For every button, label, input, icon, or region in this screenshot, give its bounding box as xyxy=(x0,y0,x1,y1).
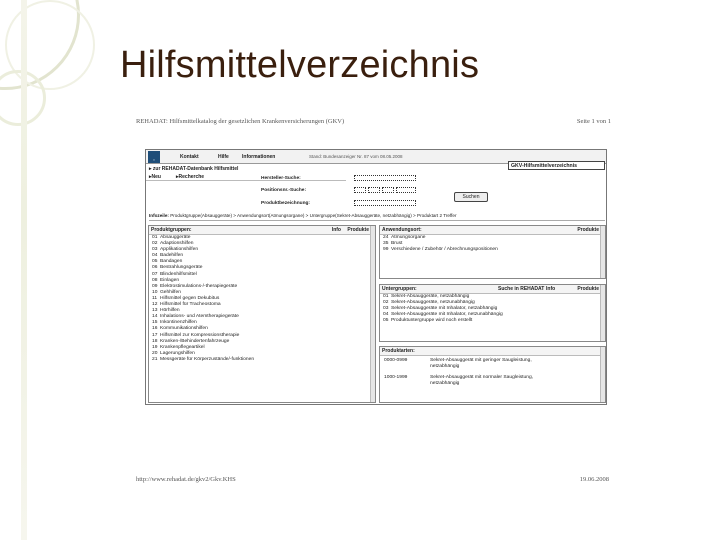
produktart-description: Sekret-Absauggerät mit normaler Saugleistung, xyxy=(430,375,534,380)
produktgruppen-panel xyxy=(148,225,376,403)
anwendungsort-header xyxy=(380,226,605,235)
anwendungsort-list xyxy=(380,235,605,253)
tab-row xyxy=(146,173,346,181)
suche-in-rehadat-link[interactable]: Suche in REHADAT xyxy=(498,286,545,292)
produktgruppe-item-label: Hilfsmittel zur Kompressionstherapie xyxy=(160,332,240,338)
scrollbar[interactable] xyxy=(600,226,605,278)
produktgruppen-title: Produktgruppen: xyxy=(151,227,192,233)
scrollbar[interactable] xyxy=(370,226,375,402)
produktgruppe-item-label: Adaptionshilfen xyxy=(160,241,194,247)
produktart-description-cont: netzabhängig xyxy=(430,364,460,369)
produktgruppe-item-label: Inkontinenzhilfen xyxy=(160,320,197,326)
produktgruppe-item-label: Bestrahlungsgeräte xyxy=(160,265,203,271)
produktgruppe-item-label: Elektrostimulations-/-therapiegeräte xyxy=(160,283,238,289)
produktgruppe-item-number: 17 xyxy=(152,332,158,338)
produktgruppen-header xyxy=(149,226,375,235)
info-row xyxy=(149,213,605,221)
produkt-label: Produktbezeichnung: xyxy=(261,201,311,206)
produktgruppe-item-label: Bandagen xyxy=(160,259,183,265)
anwendungsort-panel xyxy=(379,225,606,279)
produktgruppe-item-number: 06 xyxy=(152,265,158,271)
produktgruppe-item-number: 10 xyxy=(152,289,158,295)
produktarten-list xyxy=(380,358,605,390)
produktgruppe-item-label: Blindenhilfsmittel xyxy=(160,271,197,277)
produktgruppe-item-number: 11 xyxy=(152,295,158,301)
untergruppe-item-number: 03 xyxy=(383,306,389,312)
arrow-icon: ▸ xyxy=(149,166,153,172)
untergruppe-item-label: Produktuntergruppe wird noch erstellt xyxy=(391,318,473,324)
anwendungsort-item-label: Brust xyxy=(391,241,403,247)
produkt-search-input[interactable] xyxy=(354,200,416,206)
produktgruppe-item-label: Absauggeräte xyxy=(160,235,191,240)
search-button[interactable]: Suchen xyxy=(454,192,488,202)
produktarten-header xyxy=(380,347,605,356)
produktgruppe-item-label: Lagerungshilfen xyxy=(160,350,195,356)
produktart-description-cont: netzabhängig xyxy=(430,381,460,386)
scrollbar[interactable] xyxy=(600,347,605,402)
produktgruppe-item-label: Krankenpflegeartikel xyxy=(160,344,205,350)
produktgruppe-item-label: Kommunikationshilfen xyxy=(160,326,208,332)
untergruppe-item-number: 01 xyxy=(383,294,389,299)
produktgruppe-item-label: Messgeräte für Körperzustände/-funktionen xyxy=(160,356,255,362)
anwendungsort-item-label: Atmungsorgane xyxy=(391,235,426,240)
page-number: Seite 1 von 1 xyxy=(576,118,611,125)
app-screenshot xyxy=(145,149,607,405)
produktgruppe-item-number: 15 xyxy=(152,320,158,326)
untergruppe-item-label: Sekret-Absauggeräte mit Inhalator, netzabhängig xyxy=(391,306,498,312)
hersteller-search-input[interactable] xyxy=(354,175,416,181)
hersteller-label: Hersteller-Suche: xyxy=(261,176,301,181)
positions-input-2[interactable] xyxy=(368,187,380,193)
produktgruppe-item-number: 19 xyxy=(152,344,158,350)
produktgruppe-item-number: 01 xyxy=(152,235,158,240)
produktgruppe-item-label: Hilfsmittel gegen Dekubitus xyxy=(160,295,220,301)
produktgruppe-item-number: 05 xyxy=(152,259,158,265)
untergruppe-item-label: Sekret-Absauggeräte mit Inhalator, netzunabhängig xyxy=(391,312,503,318)
positions-input-1[interactable] xyxy=(354,187,366,193)
gkv-title-box: GKV-Hilfsmittelverzeichnis xyxy=(508,161,605,170)
produktart-item[interactable] xyxy=(380,358,605,373)
untergruppe-item[interactable] xyxy=(380,318,605,324)
produktgruppe-item-number: 09 xyxy=(152,283,158,289)
anwendungsort-item-label: Verschiedene / Zubehör / Abrechnungspositionen xyxy=(391,247,498,253)
status-text: Stand: Bundesanzeiger Nr. 87 vom 08.05.2008 xyxy=(309,154,403,159)
produktgruppe-item-number: 02 xyxy=(152,241,158,247)
untergruppe-item-label: Sekret-Absauggeräte, netzabhängig xyxy=(391,294,470,299)
decorative-line xyxy=(21,0,27,540)
produktgruppe-item-label: Inhalations- und Atemtherapiegeräte xyxy=(160,314,239,320)
produktgruppen-produkte-link[interactable]: Produkte xyxy=(347,227,369,233)
anwendungsort-item-number: 35 xyxy=(383,241,389,247)
page-header: REHADAT: Hilfsmittelkatalog der gesetzlichen Krankenversicherungen (GKV) xyxy=(136,118,345,125)
produktgruppe-item-number: 14 xyxy=(152,314,158,320)
produktgruppe-item-number: 13 xyxy=(152,308,158,314)
untergruppen-header xyxy=(380,285,605,294)
slide-title: Hilfsmittelverzeichnis xyxy=(120,44,480,86)
tab-recherche[interactable] xyxy=(176,174,204,180)
produktgruppe-item-label: Applikationshilfen xyxy=(160,247,199,253)
positions-label: Positionsnr.-Suche: xyxy=(261,188,307,193)
produktgruppe-item-label: Einlagen xyxy=(160,277,180,283)
produktgruppe-item-number: 16 xyxy=(152,326,158,332)
produktgruppe-item-number: 03 xyxy=(152,247,158,253)
page-date: 19.06.2008 xyxy=(579,476,609,483)
produktart-description: Sekret-Absauggerät mit geringer Saugleistung, xyxy=(430,358,532,363)
page-footer-url: http://www.rehadat.de/gkv2/Gkv.KHS xyxy=(136,476,236,483)
tab-neu-label: Neu xyxy=(151,174,161,180)
produktgruppe-item-label: Badehilfen xyxy=(160,253,184,259)
produktgruppe-item[interactable] xyxy=(149,357,375,363)
produktarten-panel xyxy=(379,346,606,403)
produktgruppe-item-number: 21 xyxy=(152,356,158,362)
produktgruppe-item-number: 18 xyxy=(152,338,158,344)
produktgruppen-list xyxy=(149,235,375,363)
info-label: Infozeile: xyxy=(149,213,169,218)
produktgruppen-info-link[interactable]: Info xyxy=(331,227,341,233)
untergruppe-item-label: Sekret-Absauggeräte, netzunabhängig xyxy=(391,300,475,306)
rehadat-link-label: zur REHADAT-Datenbank Hilfsmittel xyxy=(152,166,239,172)
produktgruppe-item-label: Hörhilfen xyxy=(160,308,180,314)
anwendungsort-item-number: 24 xyxy=(383,235,389,240)
produktart-item[interactable] xyxy=(380,375,605,390)
untergruppe-item-number: 02 xyxy=(383,300,389,306)
produktart-code: 1000-1999 xyxy=(384,375,408,380)
produktgruppe-item-number: 12 xyxy=(152,302,158,308)
info-text: Produktgruppe(Absauggeräte) > Anwendungsort(Atmungsorgane) > Untergruppe(Sekret-Absauggeräte, netzabhängig) > Produktart 2 Treffer xyxy=(170,213,457,218)
produktgruppe-item-number: 08 xyxy=(152,277,158,283)
printed-page xyxy=(120,104,625,502)
produktgruppe-item-label: Hilfsmittel für Tracheostoma xyxy=(160,302,221,308)
tab-recherche-label: Recherche xyxy=(178,174,205,180)
tab-neu[interactable] xyxy=(149,174,161,180)
untergruppen-list xyxy=(380,294,605,324)
rehadat-database-link[interactable] xyxy=(149,166,238,172)
anwendungsort-item[interactable] xyxy=(380,247,605,253)
produktarten-title: Produktarten: xyxy=(382,348,415,354)
produktart-code: 0000-0999 xyxy=(384,358,408,363)
untergruppen-produkte-link[interactable]: Produkte xyxy=(577,286,599,292)
positions-input-3[interactable] xyxy=(382,187,394,193)
untergruppen-info-link[interactable]: Info xyxy=(546,286,556,292)
anwendungsort-title: Anwendungsort: xyxy=(382,227,422,233)
produktgruppe-item-number: 07 xyxy=(152,271,158,277)
anwendungsort-item-number: 99 xyxy=(383,247,389,253)
produktgruppe-item-label: Gehhilfen xyxy=(160,289,181,295)
produktgruppe-item-label: Kranken-/Behindertenfahrzeuge xyxy=(160,338,230,344)
menu-informationen[interactable]: Informationen xyxy=(242,154,276,160)
untergruppen-panel xyxy=(379,284,606,342)
arrow-icon: ▸ xyxy=(149,174,152,180)
menu-hilfe[interactable]: Hilfe xyxy=(218,154,229,160)
produktgruppe-item-number: 20 xyxy=(152,350,158,356)
untergruppe-item-number: 05 xyxy=(383,318,389,324)
untergruppe-item-number: 04 xyxy=(383,312,389,318)
menu-kontakt[interactable]: Kontakt xyxy=(180,154,199,160)
scrollbar[interactable] xyxy=(600,285,605,341)
rehadat-logo: ▪ xyxy=(148,151,160,163)
arrow-icon: ▸ xyxy=(176,174,179,180)
produktgruppe-item-number: 04 xyxy=(152,253,158,259)
positions-input-4[interactable] xyxy=(396,187,416,193)
anwendungsort-produkte-link[interactable]: Produkte xyxy=(577,227,599,233)
untergruppen-title: Untergruppen: xyxy=(382,286,417,292)
